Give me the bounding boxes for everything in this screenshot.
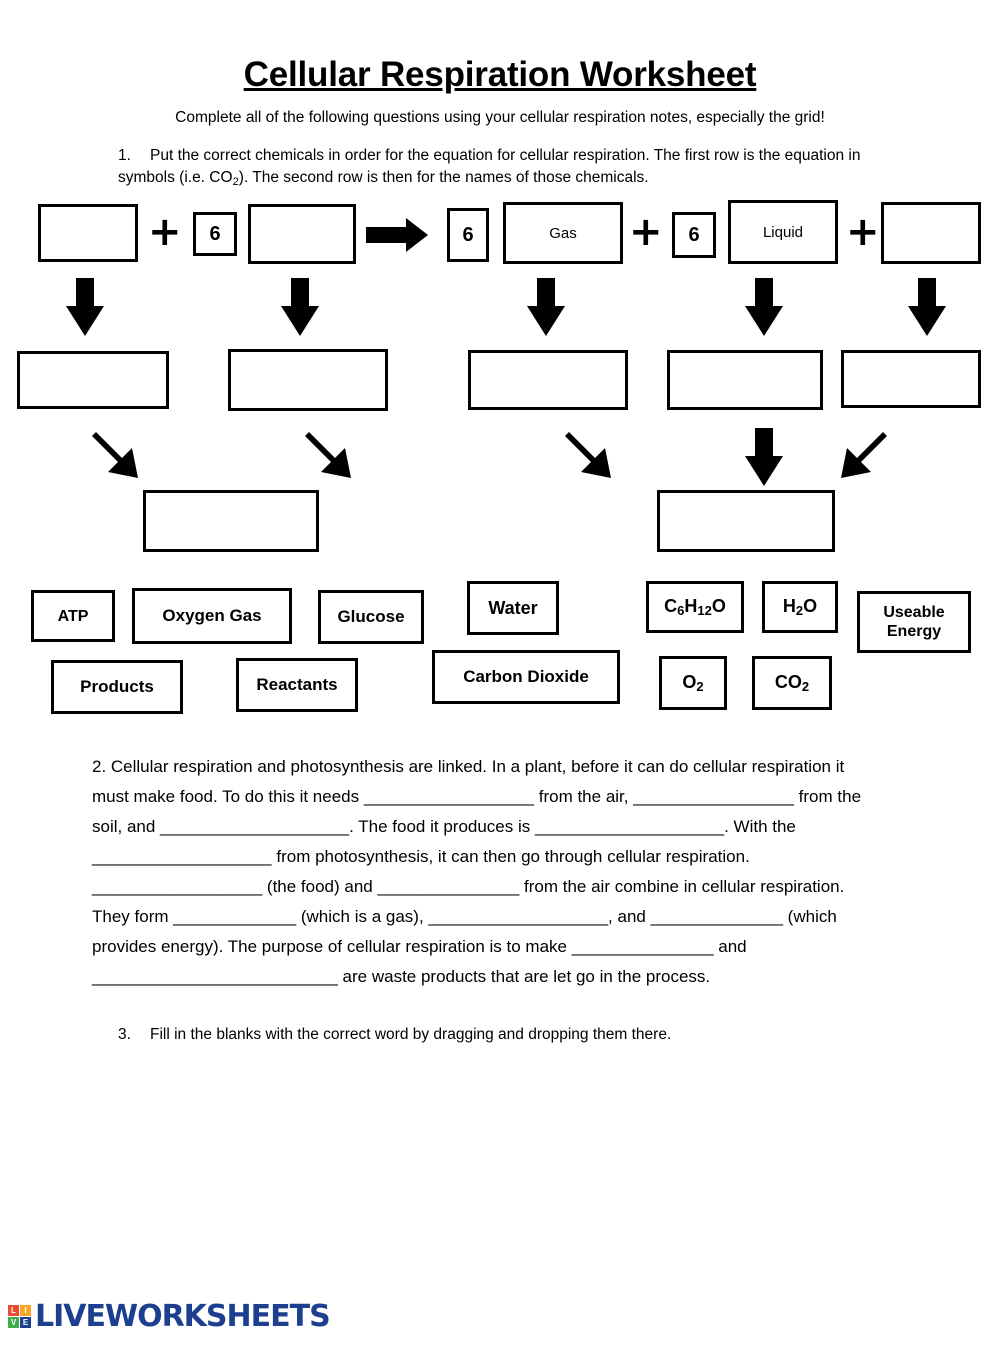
formula-o2: $O_2$ (682, 672, 704, 695)
word-oxygen-gas[interactable]: Oxygen Gas (132, 588, 292, 644)
liveworksheets-wordmark: LIVEWORKSHEETS (35, 1299, 330, 1334)
down-arrow-icon-3 (527, 278, 565, 336)
word-useable-energy[interactable]: Useable Energy (857, 591, 971, 653)
coefficient-6-second[interactable]: 6 (447, 208, 489, 262)
coefficient-6-first[interactable]: 6 (193, 212, 237, 256)
name-blank-2[interactable] (228, 349, 388, 411)
down-arrow-icon-2 (281, 278, 319, 336)
word-glucose[interactable]: Glucose (318, 590, 424, 644)
equation-blank-3[interactable] (881, 202, 981, 264)
yields-arrow-icon (366, 218, 436, 252)
question-3-text: Fill in the blanks with the correct word by dragging and dropping them there. (150, 1025, 672, 1043)
summary-blank-left[interactable] (143, 490, 319, 552)
formula-h2o: $H_2O$ (782, 596, 818, 619)
down-arrow-icon-6 (745, 428, 783, 486)
formula-co2: $CO_2$ (774, 672, 810, 695)
word-carbon-dioxide[interactable]: Carbon Dioxide (432, 650, 620, 704)
question-2: 2. Cellular respiration and photosynthesis are linked. In a plant, before it can do cellular respiration it must make food. To do this it needs __________________ from the air, _________________ from the soil, and ____________________. The food it produces is ____________________. With the ___________________ from photosynthesis, it can then go through cellular respiration. __________________ (the food) and _______________ from the air combine in cellular respiration. They form _____________ (which is a gas), ___________________, and ______________ (which provides energy). The purpose of cellular respiration is to make _______________ and __________________________ are waste products that are let go in the process. (92, 757, 862, 986)
word-reactants[interactable]: Reactants (236, 658, 358, 712)
equation-gas-box[interactable]: Gas (503, 202, 623, 264)
logo-letter-l: L (8, 1305, 19, 1316)
name-blank-5[interactable] (841, 350, 981, 408)
diagonal-arrow-icon-1 (92, 426, 154, 488)
word-atp[interactable]: ATP (31, 590, 115, 642)
page-subtitle: Complete all of the following questions using your cellular respiration notes, especially the grid! (175, 109, 825, 126)
question-1-number: 1. (118, 147, 131, 164)
diagonal-arrow-icon-4 (825, 426, 887, 488)
formula-c6h12o: $C_6H_{12}O$ (664, 596, 726, 619)
diagonal-arrow-icon-3 (565, 426, 627, 488)
question-1 (118, 145, 878, 190)
word-co2[interactable] (752, 656, 832, 710)
word-h2o[interactable] (762, 581, 838, 633)
question-3 (118, 1026, 898, 1044)
summary-blank-right[interactable] (657, 490, 835, 552)
liveworksheets-mark-icon (8, 1305, 31, 1328)
question-1-text-part2: ). The second row is then for the names of those chemicals. (238, 169, 649, 187)
plus-operator-2: + (629, 209, 663, 256)
equation-liquid-box[interactable]: Liquid (728, 200, 838, 264)
equation-blank-1[interactable] (38, 204, 138, 262)
diagonal-arrow-icon-2 (305, 426, 367, 488)
liveworksheets-logo[interactable] (8, 1299, 330, 1334)
question-1-subscript: 2 (232, 176, 239, 189)
coefficient-6-third[interactable]: 6 (672, 212, 716, 258)
word-products[interactable]: Products (51, 660, 183, 714)
name-blank-3[interactable] (468, 350, 628, 410)
equation-blank-2[interactable] (248, 204, 356, 264)
question-1-text-part1: Put the correct chemicals in order for the equation for cellular respiration. The first row is the equation in symbols (i.e. CO (118, 147, 861, 187)
question-1-text (118, 147, 861, 189)
down-arrow-icon-5 (908, 278, 946, 336)
question-3-number: 3. (118, 1025, 131, 1043)
word-water[interactable]: Water (467, 581, 559, 635)
worksheet-page (0, 55, 1000, 1346)
plus-operator-3: + (846, 209, 880, 256)
page-title: Cellular Respiration Worksheet (243, 55, 757, 94)
name-blank-1[interactable] (17, 351, 169, 409)
word-o2[interactable] (659, 656, 727, 710)
plus-operator-1: + (148, 209, 182, 256)
logo-letter-v: V (8, 1317, 19, 1328)
word-c6h12o[interactable] (646, 581, 744, 633)
logo-letter-e: E (20, 1317, 31, 1328)
equation-diagram (0, 198, 1000, 738)
down-arrow-icon-1 (66, 278, 104, 336)
down-arrow-icon-4 (745, 278, 783, 336)
name-blank-4[interactable] (667, 350, 823, 410)
logo-letter-i: I (20, 1305, 31, 1316)
